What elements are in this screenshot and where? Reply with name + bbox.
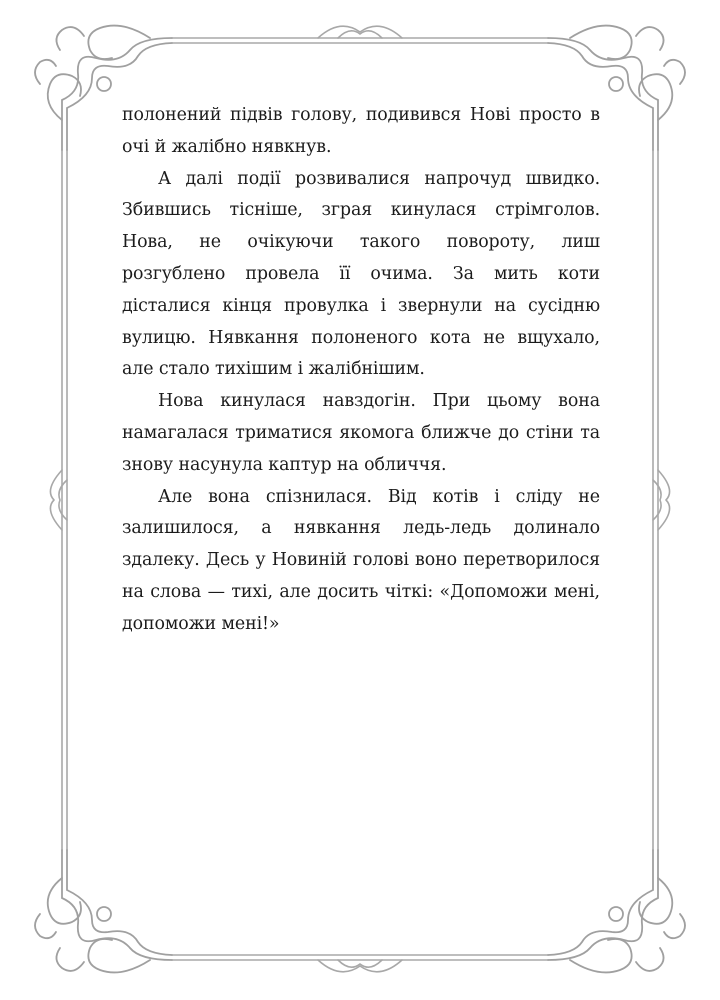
paragraph-2: А далі події розвивалися напрочуд швидко. Збившись тісніше, зграя кинулася стрімголов. Нова, не очікуючи такого повороту, лиш розгублено провела її очима. За мить коти дісталися кінця провулка і звернули на сусідню вулицю. Нявкання полоненого кота не вщухало, але стало тихішим і жалібнішим. <box>122 168 600 380</box>
paragraph-3: Нова кинулася навздогін. При цьому вона намагалася триматися якомога ближче до стіни та знову насунула каптур на обличчя. <box>122 391 600 475</box>
corner-ornament-bottom-left <box>35 850 172 972</box>
corner-ornament-bottom-right <box>548 850 685 972</box>
book-page-text <box>122 100 600 641</box>
paragraph-4: Але вона спізнилася. Від котів і сліду не залишилося, а нявкання ледь-ледь долинало здалеку. Десь у Новиній голові воно перетворилося на слова — тихі, але досить чіткі: «Допоможи мені, допоможи мені!» <box>122 486 600 634</box>
paragraph-1: полонений підвів голову, подивився Нові просто в очі й жалібно нявкнув. <box>122 105 600 157</box>
